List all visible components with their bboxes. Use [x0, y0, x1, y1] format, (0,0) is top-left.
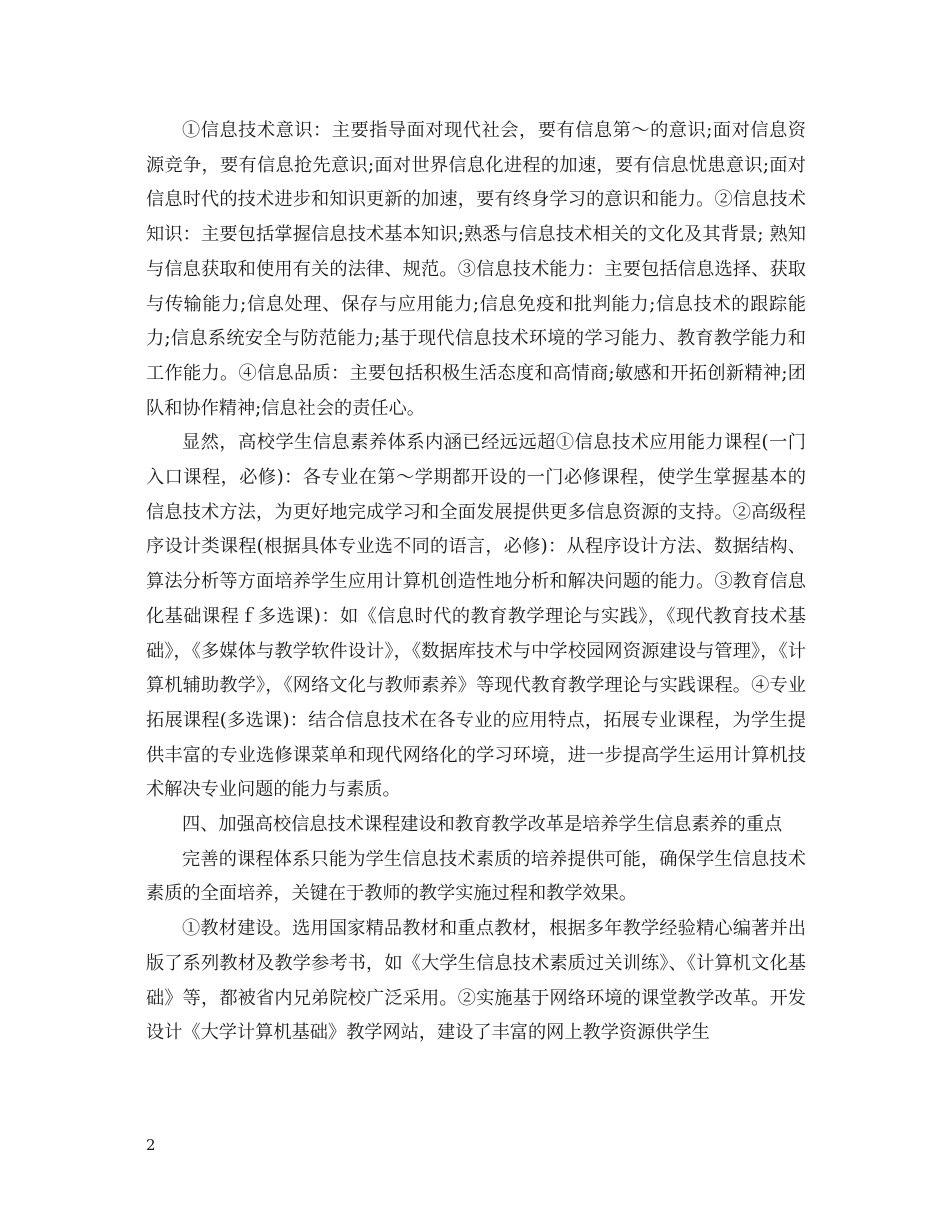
page-number: 2 [146, 1136, 156, 1154]
paragraph-teaching-material: ①教材建设。选用国家精品教材和重点教材，根据多年教学经验精心编著并出版了系列教材及教学参考书，如《大学生信息技术素质过关训练》、《计算机文化基础》等，都被省内兄弟院校广泛采用。②实施基于网络环境的课堂教学改革。开发设计《大学计算机基础》教学网站，建设了丰富的网上教学资源供学生 [146, 918, 806, 1044]
page-body [146, 114, 806, 1051]
paragraph-curriculum-system: 显然，高校学生信息素养体系内涵已经远远超①信息技术应用能力课程(一门入口课程，必修)：各专业在第～学期都开设的一门必修课程，使学生掌握基本的信息技术方法，为更好地完成学习和全面发展提供更多信息资源的支持。②高级程序设计类课程(根据具体专业选不同的语言，必修)：从程序设计方法、数据结构、算法分析等方面培养学生应用计算机创造性地分析和解决问题的能力。③教育信息化基础课程ｆ多选课)：如《信息时代的教育教学理论与实践》，《现代教育技术基础》，《多媒体与教学软件设计》，《数据库技术与中学校园网资源建设与管理》，《计算机辅助教学》，《网络文化与教师素养》等现代教育教学理论与实践课程。④专业拓展课程(多选课)：结合信息技术在各专业的应用特点，拓展专业课程，为学生提供丰富的专业选修课菜单和现代网络化的学习环境，进一步提高学生运用计算机技术解决专业问题的能力与素质。 [146, 432, 806, 801]
paragraph-course-system-note: 完善的课程体系只能为学生信息技术素质的培养提供可能，确保学生信息技术素质的全面培养，关键在于教师的教学实施过程和教学效果。 [146, 848, 806, 905]
section-heading: 四、加强高校信息技术课程建设和教育教学改革是培养学生信息素养的重点 [182, 814, 783, 836]
paragraph-info-literacy-components: ①信息技术意识：主要指导面对现代社会，要有信息第～的意识;面对信息资源竞争，要有信息抢先意识;面对世界信息化进程的加速，要有信息忧患意识;面对信息时代的技术进步和知识更新的加速，要有终身学习的意识和能力。②信息技术知识：主要包括掌握信息技术基本知识;熟悉与信息技术相关的文化及其背景; 熟知与信息获取和使用有关的法律、规范。③信息技术能力：主要包括信息选择、获取与传输能力;信息处理、保存与应用能力;信息免疫和批判能力;信息技术的跟踪能力;信息系统安全与防范能力;基于现代信息技术环境的学习能力、教育教学能力和工作能力。④信息品质：主要包括积极生活态度和高情商;敏感和开拓创新精神;团队和协作精神;信息社会的责任心。 [146, 120, 806, 419]
